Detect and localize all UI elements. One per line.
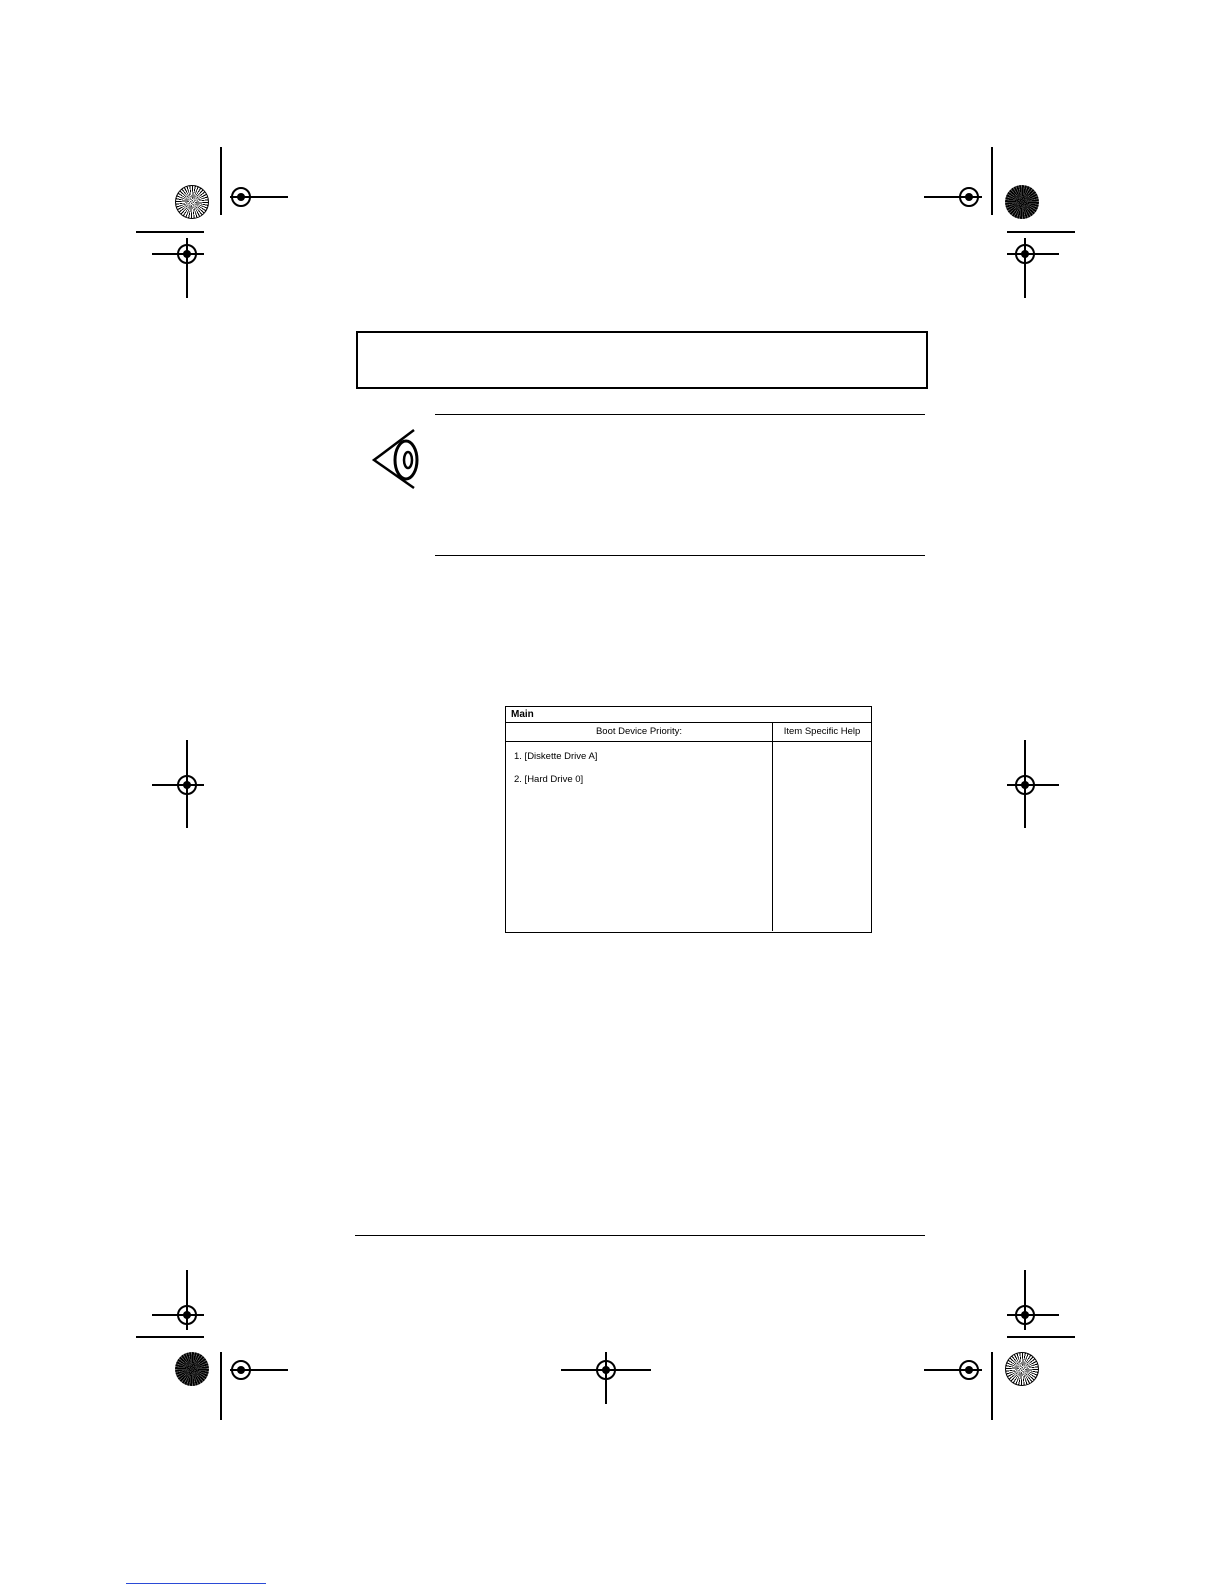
- registration-mark-icon: [1005, 185, 1039, 219]
- crop-line: [1007, 1336, 1075, 1338]
- crop-line: [136, 231, 204, 233]
- bios-menu-title[interactable]: Main: [506, 707, 871, 723]
- boot-device-item[interactable]: 2. [Hard Drive 0]: [514, 774, 584, 785]
- crosshair-target-icon: [229, 185, 253, 209]
- crosshair-target-icon: [175, 242, 199, 266]
- crosshair-target-icon: [594, 1358, 618, 1382]
- crop-line: [991, 147, 993, 215]
- crosshair-target-icon: [175, 1303, 199, 1327]
- crop-line: [991, 1352, 993, 1420]
- bios-body: [506, 742, 871, 931]
- item-help-panel: [773, 742, 871, 931]
- crosshair-target-icon: [1013, 1303, 1037, 1327]
- eye-note-icon: [366, 428, 422, 490]
- chapter-header-box: [356, 331, 928, 389]
- crop-line: [1007, 231, 1075, 233]
- footer-rule: [355, 1235, 925, 1236]
- boot-device-item[interactable]: 1. [Diskette Drive A]: [514, 751, 598, 762]
- note-top-rule: [435, 414, 925, 415]
- crop-line: [136, 1336, 204, 1338]
- note-bottom-rule: [435, 555, 925, 556]
- crosshair-target-icon: [1013, 242, 1037, 266]
- crosshair-target-icon: [957, 185, 981, 209]
- boot-device-list: [506, 742, 773, 931]
- bios-header-row: [506, 723, 871, 742]
- crosshair-target-icon: [957, 1358, 981, 1382]
- crop-line: [220, 1352, 222, 1420]
- registration-mark-icon: [175, 185, 209, 219]
- item-help-header: Item Specific Help: [783, 726, 861, 737]
- crosshair-target-icon: [229, 1358, 253, 1382]
- crop-line: [220, 147, 222, 215]
- registration-mark-icon: [175, 1352, 209, 1386]
- bios-setup-screen: [505, 706, 872, 933]
- crosshair-target-icon: [1013, 773, 1037, 797]
- crosshair-target-icon: [175, 773, 199, 797]
- registration-mark-icon: [1005, 1352, 1039, 1386]
- boot-priority-header: Boot Device Priority:: [506, 723, 773, 741]
